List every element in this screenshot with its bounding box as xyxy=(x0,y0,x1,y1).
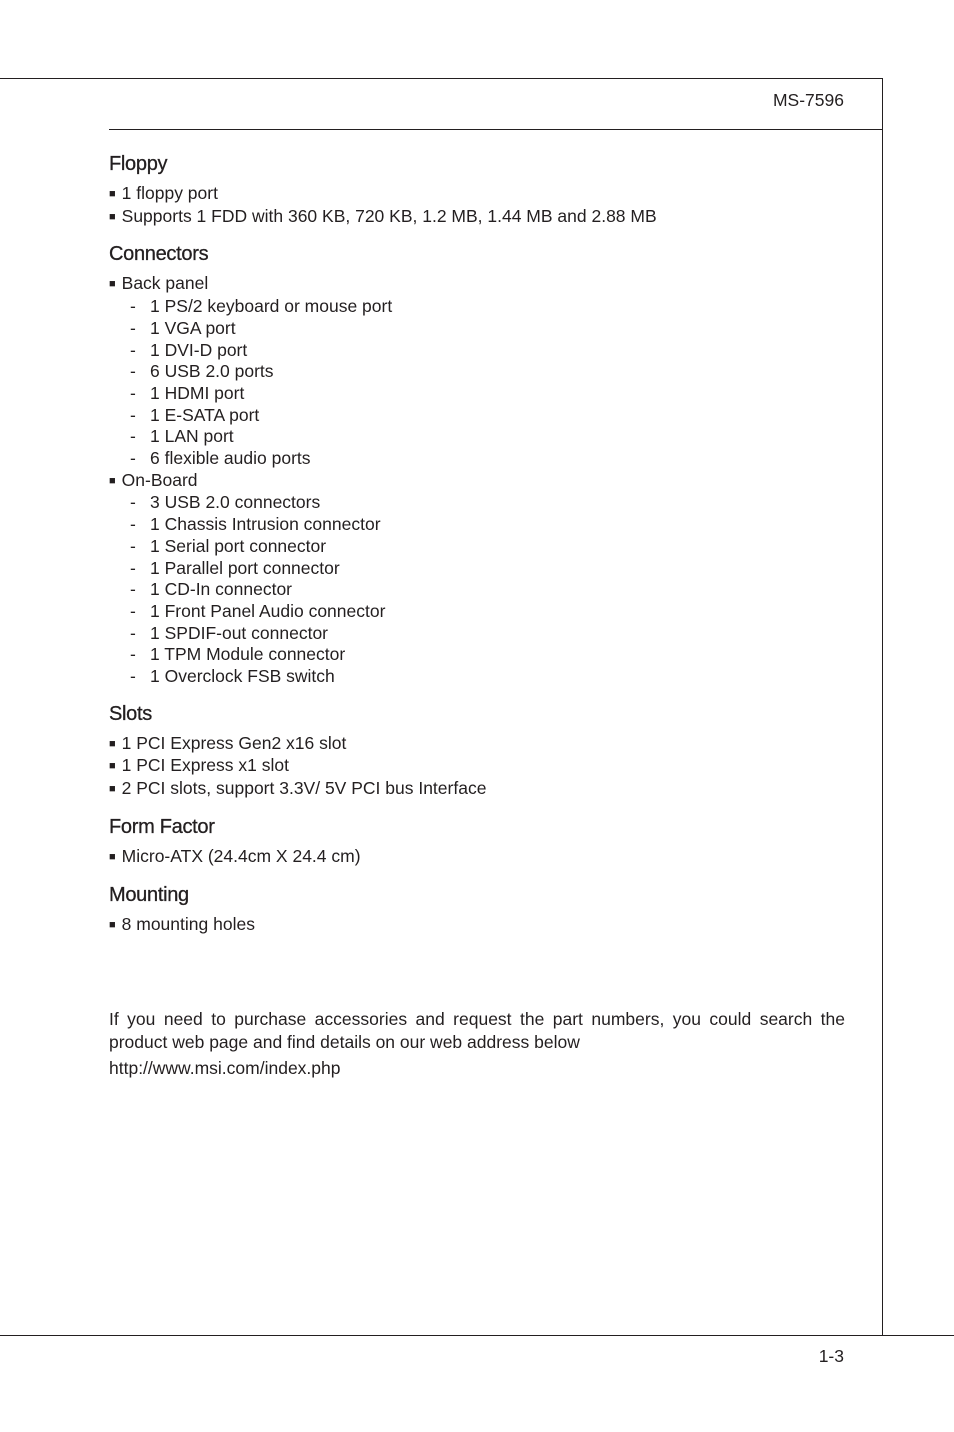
sub-list-item: - 6 USB 2.0 ports xyxy=(130,361,274,382)
sub-list-item: - 1 CD-In connector xyxy=(130,579,293,600)
square-bullet-icon: ■ xyxy=(109,278,116,291)
square-bullet-icon: ■ xyxy=(109,850,116,863)
section-title: Mounting xyxy=(109,883,189,906)
section-mounting xyxy=(109,882,849,937)
sub-list-item: - 3 USB 2.0 connectors xyxy=(130,492,321,513)
top-rule xyxy=(0,78,883,79)
right-vertical-rule xyxy=(882,78,883,1336)
model-number: MS-7596 xyxy=(772,90,844,110)
list-item: ■ Supports 1 FDD with 360 KB, 720 KB, 1.2 MB, 1.44 MB and 2.88 MB xyxy=(109,205,657,226)
list-item: ■ Back panel - 1 PS/2 keyboard or mouse port - 1 VGA port - 1 DVI-D port - 6 USB 2.0 ports - 1 HDMI port - 1 E-SATA port - 1 LAN port - 6 flexible audio ports xyxy=(109,273,849,469)
sub-list-item: - 1 VGA port xyxy=(130,317,236,338)
section-title: Form Factor xyxy=(109,815,215,838)
square-bullet-icon: ■ xyxy=(109,188,116,200)
list-item: ■ 1 PCI Express Gen2 x16 slot xyxy=(109,732,347,753)
sub-list-item: - 1 Serial port connector xyxy=(130,535,327,556)
list-item: ■ 1 floppy port xyxy=(109,183,218,203)
list-item: ■ On-Board - 3 USB 2.0 connectors - 1 Chassis Intrusion connector - 1 Serial port connector - 1 Parallel port connector - 1 CD-In connector - 1 Front Panel Audio connector - 1 SPDIF-out connector - 1 TPM Module connector - 1 Overclock FSB switch xyxy=(109,470,849,688)
accessories-note: If you need to purchase accessories and request the part numbers, you could search the product web page and find details on our web address below xyxy=(109,1009,845,1052)
bullet-list xyxy=(109,273,849,687)
bullet-list xyxy=(109,183,849,228)
list-item: ■ 8 mounting holes xyxy=(109,913,255,934)
spec-content xyxy=(109,151,849,949)
sub-list-item: - 1 HDMI port xyxy=(130,382,245,403)
section-title: Floppy xyxy=(109,153,168,175)
section-title: Slots xyxy=(109,702,152,725)
sub-list-item: - 1 Front Panel Audio connector xyxy=(130,600,386,621)
section-floppy xyxy=(109,151,849,228)
sub-list xyxy=(109,492,849,687)
bullet-list xyxy=(109,914,849,937)
list-item: ■ Micro-ATX (24.4cm X 24.4 cm) xyxy=(109,845,361,866)
sub-list-item: - 1 SPDIF-out connector xyxy=(130,622,328,643)
square-bullet-icon: ■ xyxy=(109,474,116,487)
section-title: Connectors xyxy=(109,243,209,266)
sub-list-item: - 1 DVI-D port xyxy=(130,339,248,360)
square-bullet-icon: ■ xyxy=(109,783,116,796)
bullet-list xyxy=(109,846,849,869)
web-address-link[interactable]: http://www.msi.com/index.php xyxy=(109,1058,341,1078)
sub-list-item: - 1 Overclock FSB switch xyxy=(130,666,335,687)
square-bullet-icon: ■ xyxy=(109,760,116,773)
sub-list-item: - 1 Chassis Intrusion connector xyxy=(130,514,381,535)
list-item: ■ 2 PCI slots, support 3.3V/ 5V PCI bus Interface xyxy=(109,778,487,799)
sub-list-item: - 1 TPM Module connector xyxy=(130,644,346,665)
header-rule xyxy=(109,129,883,130)
square-bullet-icon: ■ xyxy=(109,918,116,931)
square-bullet-icon: ■ xyxy=(109,210,116,223)
section-connectors xyxy=(109,241,849,687)
sub-list-item: - 1 Parallel port connector xyxy=(130,557,340,578)
bottom-rule xyxy=(0,1335,954,1336)
section-slots xyxy=(109,701,849,801)
square-bullet-icon: ■ xyxy=(109,737,116,750)
sub-list-item: - 1 LAN port xyxy=(130,426,234,447)
sub-list xyxy=(109,296,849,470)
list-item: ■ 1 PCI Express x1 slot xyxy=(109,755,289,776)
page-number: 1-3 xyxy=(818,1346,844,1366)
sub-list-item: - 6 flexible audio ports xyxy=(130,448,311,469)
sub-list-item: - 1 PS/2 keyboard or mouse port xyxy=(130,296,393,317)
section-form-factor xyxy=(109,814,849,869)
bullet-list xyxy=(109,733,849,801)
sub-list-item: - 1 E-SATA port xyxy=(130,404,260,425)
